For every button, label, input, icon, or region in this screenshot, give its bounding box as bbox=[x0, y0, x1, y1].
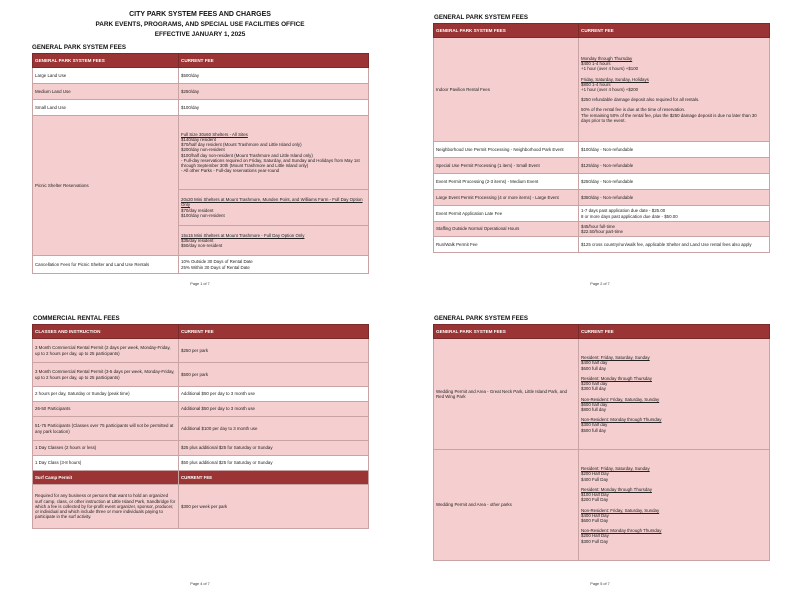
fee-line: $22.50/hour part-time bbox=[581, 229, 623, 234]
fees-table bbox=[32, 53, 369, 274]
fee-name: Large Event Permit Processing (4 or more items) - Large Event bbox=[434, 190, 579, 206]
fee-name: 26-50 Participants bbox=[33, 402, 179, 417]
document-page-1 bbox=[0, 0, 400, 300]
table-row bbox=[434, 190, 770, 206]
fee-value bbox=[579, 222, 770, 237]
document-page-2 bbox=[400, 0, 800, 300]
surf-header-row bbox=[33, 471, 369, 485]
column-header: GENERAL PARK SYSTEM FEES bbox=[434, 325, 579, 339]
fee-value bbox=[579, 206, 770, 222]
fee-name: Neighborhood Use Permit Processing - Neighborhood Park Event bbox=[434, 142, 579, 158]
fee-line: $100/half day non-resident (Mount Trashmore and Little Island only) bbox=[181, 152, 313, 158]
table-row bbox=[434, 222, 770, 237]
fees-table bbox=[32, 324, 369, 529]
section-heading: GENERAL PARK SYSTEM FEES bbox=[32, 44, 126, 51]
fee-line: 10% Outside 30 Days of Rental Date bbox=[181, 259, 253, 265]
fee-value bbox=[179, 226, 369, 256]
page-number: Page 4 of 7 bbox=[190, 582, 210, 586]
fee-value: $50 plus additional $25 for Saturday or Sunday bbox=[179, 456, 369, 471]
fee-line: $200 Full Day bbox=[581, 497, 609, 503]
document-page-5 bbox=[400, 300, 800, 600]
fee-line: $300 full day bbox=[581, 386, 606, 392]
rate-group-title: Non-Resident: Friday, Saturday, Sunday bbox=[581, 507, 660, 513]
fee-name: Wedding Permit and Area - other parks bbox=[434, 450, 579, 561]
fees-table bbox=[433, 23, 770, 253]
fee-value: $500/day bbox=[179, 68, 369, 84]
fee-value: $25 plus additional $25 for Saturday or Sunday bbox=[179, 441, 369, 456]
title-line-3: EFFECTIVE JANUARY 1, 2025 bbox=[154, 31, 246, 38]
fee-line: $300 half day bbox=[581, 422, 608, 428]
fee-value bbox=[579, 38, 770, 142]
fee-value bbox=[579, 450, 770, 561]
fee-name: 1 Day Class (3-8 hours) bbox=[33, 456, 179, 471]
fee-value: $500 per park bbox=[179, 363, 369, 387]
fee-name: Special Use Permit Processing (1 item) - Small Event bbox=[434, 158, 579, 174]
fee-value: $250/day - Non-refundable bbox=[579, 174, 770, 190]
fee-name: Cancellation Fees for Picnic Shelter and Land Use Rentals bbox=[33, 256, 179, 274]
fee-line: $300 Full Day bbox=[581, 538, 609, 544]
page-number: Page 2 of 7 bbox=[590, 282, 610, 286]
column-header: CURRENT FEE bbox=[179, 325, 369, 339]
fee-line: $100/day non-resident bbox=[181, 212, 225, 218]
table-row bbox=[33, 387, 369, 402]
fee-line: 1-7 days past application due date - $25.00 bbox=[581, 208, 666, 214]
rate-group-title: Non-Resident: Monday through Thursday bbox=[581, 528, 662, 534]
fee-name: Required for any business or persons that want to hold an organized surf camp, class, or other instruction at Little Island Park, Sandbridge for which a fee is collected by for-profit event organizer, sponsor, producer, or individual and which include three or more individuals paying to participate in the surf activity. bbox=[33, 485, 179, 529]
column-header: GENERAL PARK SYSTEM FEES bbox=[434, 24, 579, 38]
fee-line: $250 refundable damage deposit also required for all rentals. bbox=[581, 97, 700, 103]
fee-value bbox=[579, 339, 770, 450]
page-number: Page 5 of 7 bbox=[590, 582, 610, 586]
fee-line: $140/day resident bbox=[181, 136, 216, 142]
shelter-a-title: Full Size 30x60 Shelters - All Sites bbox=[181, 131, 248, 137]
column-header: GENERAL PARK SYSTEM FEES bbox=[33, 54, 179, 68]
pavilion-weekend-title: Friday, Saturday, Sunday, Holidays bbox=[581, 76, 649, 82]
fee-value: $300 per week per park bbox=[179, 485, 369, 529]
rate-group-title: Resident: Monday through Thursday bbox=[581, 375, 652, 381]
fee-value: Additional $50 per day to 3 month use bbox=[179, 402, 369, 417]
fee-name: 3 Month Commercial Rental Permit (2 days per week, Monday-Friday, up to 2 hours per day, up to 25 participants) bbox=[33, 339, 179, 363]
fee-line: $70/half day resident (Mount Trashmore and Little Island only) bbox=[181, 142, 302, 148]
fee-value: $250 per park bbox=[179, 339, 369, 363]
table-row bbox=[33, 485, 369, 529]
section-heading: GENERAL PARK SYSTEM FEES bbox=[434, 14, 528, 21]
fee-value: $100/day - Non-refundable bbox=[579, 142, 770, 158]
rate-group-title: Resident: Friday, Saturday, Sunday bbox=[581, 355, 650, 361]
fee-value bbox=[179, 256, 369, 274]
fee-line: $600 half day bbox=[581, 401, 608, 407]
fee-line: The remaining 50% of the rental fee, plus the $250 damage deposit is due no later than 30 days prior to the event. bbox=[581, 112, 757, 123]
table-row bbox=[33, 456, 369, 471]
fee-name: 3 Month Commercial Rental Permit (3-5 days per week, Monday-Friday, up to 2 hours per day, up to 25 participants) bbox=[33, 363, 179, 387]
table-row bbox=[434, 206, 770, 222]
fee-value: $350/day - Non-refundable bbox=[579, 190, 770, 206]
fee-name: Picnic Shelter Reservations bbox=[33, 116, 179, 256]
rate-group-title: Resident: Monday through Thursday bbox=[581, 486, 652, 492]
fee-line: $400 Full Day bbox=[581, 476, 609, 482]
table-row bbox=[434, 339, 770, 450]
rate-group-title: Non-Resident: Friday, Saturday, Sunday bbox=[581, 396, 660, 402]
fee-line: $800 1-4 hours bbox=[581, 81, 611, 87]
fee-value bbox=[179, 190, 369, 226]
fee-line: +1 hour (over 4 hours) +$200 bbox=[581, 87, 639, 92]
page-number: Page 1 of 7 bbox=[190, 282, 210, 286]
fee-line: $400 1-4 hours bbox=[581, 61, 611, 67]
column-header: CURRENT FEE bbox=[179, 471, 369, 485]
table-row bbox=[434, 174, 770, 190]
title-line-2: PARK EVENTS, PROGRAMS, AND SPECIAL USE FACILITIES OFFICE bbox=[95, 21, 305, 28]
fee-line: $200 Half Day bbox=[581, 533, 609, 539]
table-row bbox=[33, 402, 369, 417]
fee-line: $400 Half Day bbox=[581, 512, 609, 518]
column-header: CURRENT FEE bbox=[579, 325, 770, 339]
fee-name: Medium Land Use bbox=[33, 84, 179, 100]
fee-line: $600 Full Day bbox=[581, 517, 609, 523]
table-row bbox=[434, 142, 770, 158]
fee-line: $500 full day bbox=[581, 427, 606, 433]
table-row bbox=[33, 417, 369, 441]
fee-line: $70/day resident bbox=[181, 207, 214, 213]
fee-line: $100 Half Day bbox=[581, 492, 609, 498]
fee-line: $200 half day bbox=[581, 381, 608, 387]
pavilion-weekday-title: Monday through Thursday bbox=[581, 55, 633, 61]
shelter-b-title: 20x20 Mini Shelters at Mount Trashmore, Munden Point, and Williams Farm - Full Day Option Only bbox=[181, 197, 363, 208]
fee-value: $250/day bbox=[179, 84, 369, 100]
fee-name: Large Land Use bbox=[33, 68, 179, 84]
table-row bbox=[434, 237, 770, 253]
rate-group-title: Resident: Friday, Saturday, Sunday bbox=[581, 466, 650, 472]
fee-line: - All other Parks - Full-day reservations year-round bbox=[181, 168, 280, 174]
column-header: CLASSES AND INSTRUCTION bbox=[33, 325, 179, 339]
fee-value: $125/day - Non-refundable bbox=[579, 158, 770, 174]
table-row bbox=[434, 158, 770, 174]
fee-value: $125 cross country/run/walk fee, applicable Shelter and Land Use rental fees also apply bbox=[579, 237, 770, 253]
fee-line: $200 Half Day bbox=[581, 471, 609, 477]
fee-line: $35/day resident bbox=[181, 237, 214, 243]
fee-line: $45/hour full-time bbox=[581, 223, 615, 229]
fee-line: - Full-day reservations required on Friday, Saturday, and Sunday and Holidays from May 1st through September 30th (Mount Trashmore and Little Island only) bbox=[181, 157, 360, 168]
fee-line: $200/day non-resident bbox=[181, 147, 225, 153]
fee-value: Additional $50 per day to 3 month use bbox=[179, 387, 369, 402]
table-row bbox=[33, 339, 369, 363]
fee-line: 50% of the rental fee is due at the time of reservation. bbox=[581, 107, 686, 113]
fee-line: 25% Within 30 Days of Rental Date bbox=[181, 264, 250, 270]
table-row bbox=[434, 450, 770, 561]
table-row bbox=[434, 38, 770, 142]
table-row bbox=[33, 84, 369, 100]
section-heading: COMMERCIAL RENTAL FEES bbox=[33, 315, 120, 322]
table-row bbox=[33, 100, 369, 116]
fee-name: Indoor Pavilion Rental Fees bbox=[434, 38, 579, 142]
table-row bbox=[33, 363, 369, 387]
fee-line: $400 half day bbox=[581, 360, 608, 366]
fee-name: Staffing Outside Normal Operational Hours bbox=[434, 222, 579, 237]
fees-table bbox=[433, 324, 770, 561]
shelter-c-title: 15x15 Mini Shelters at Mount Trashmore - Full Day Option Only bbox=[181, 232, 305, 238]
fee-value bbox=[179, 116, 369, 190]
fee-line: +1 hour (over 4 hours) +$100 bbox=[581, 66, 639, 72]
fee-line: 8 or more days past application due date - $50.00 bbox=[581, 213, 678, 219]
table-row bbox=[33, 441, 369, 456]
fee-value: $100/day bbox=[179, 100, 369, 116]
title-line-1: CITY PARK SYSTEM FEES AND CHARGES bbox=[129, 11, 271, 18]
column-header: Surf Camp Permit bbox=[33, 471, 179, 485]
fee-line: $50/day non-resident bbox=[181, 243, 223, 249]
table-row bbox=[33, 68, 369, 84]
fee-name: 2 hours per day, Saturday or Sunday (peak time) bbox=[33, 387, 179, 402]
rate-group-title: Non-Resident: Monday through Thursday bbox=[581, 417, 662, 423]
fee-name: Event Permit Application Late Fee bbox=[434, 206, 579, 222]
fee-line: $600 full day bbox=[581, 365, 606, 371]
fee-name: Run/Walk Permit Fee bbox=[434, 237, 579, 253]
fee-name: 51-75 Participants (Classes over 75 participants will not be permitted at any park location) bbox=[33, 417, 179, 441]
section-heading: GENERAL PARK SYSTEM FEES bbox=[434, 315, 528, 322]
fee-name: Wedding Permit and Area - Great Neck Park, Little Island Park, and Red Wing Park bbox=[434, 339, 579, 450]
fee-name: Event Permit Processing (2-3 items) - Medium Event bbox=[434, 174, 579, 190]
table-row bbox=[33, 256, 369, 274]
document-page-4 bbox=[0, 300, 400, 600]
column-header: CURRENT FEE bbox=[179, 54, 369, 68]
document-title bbox=[40, 10, 360, 40]
fee-name: Small Land Use bbox=[33, 100, 179, 116]
fee-line: $800 full day bbox=[581, 406, 606, 412]
fee-value: Additional $100 per day to 3 month use bbox=[179, 417, 369, 441]
table-row bbox=[33, 116, 369, 190]
fee-name: 1 Day Classes (2 hours or less) bbox=[33, 441, 179, 456]
column-header: CURRENT FEE bbox=[579, 24, 770, 38]
